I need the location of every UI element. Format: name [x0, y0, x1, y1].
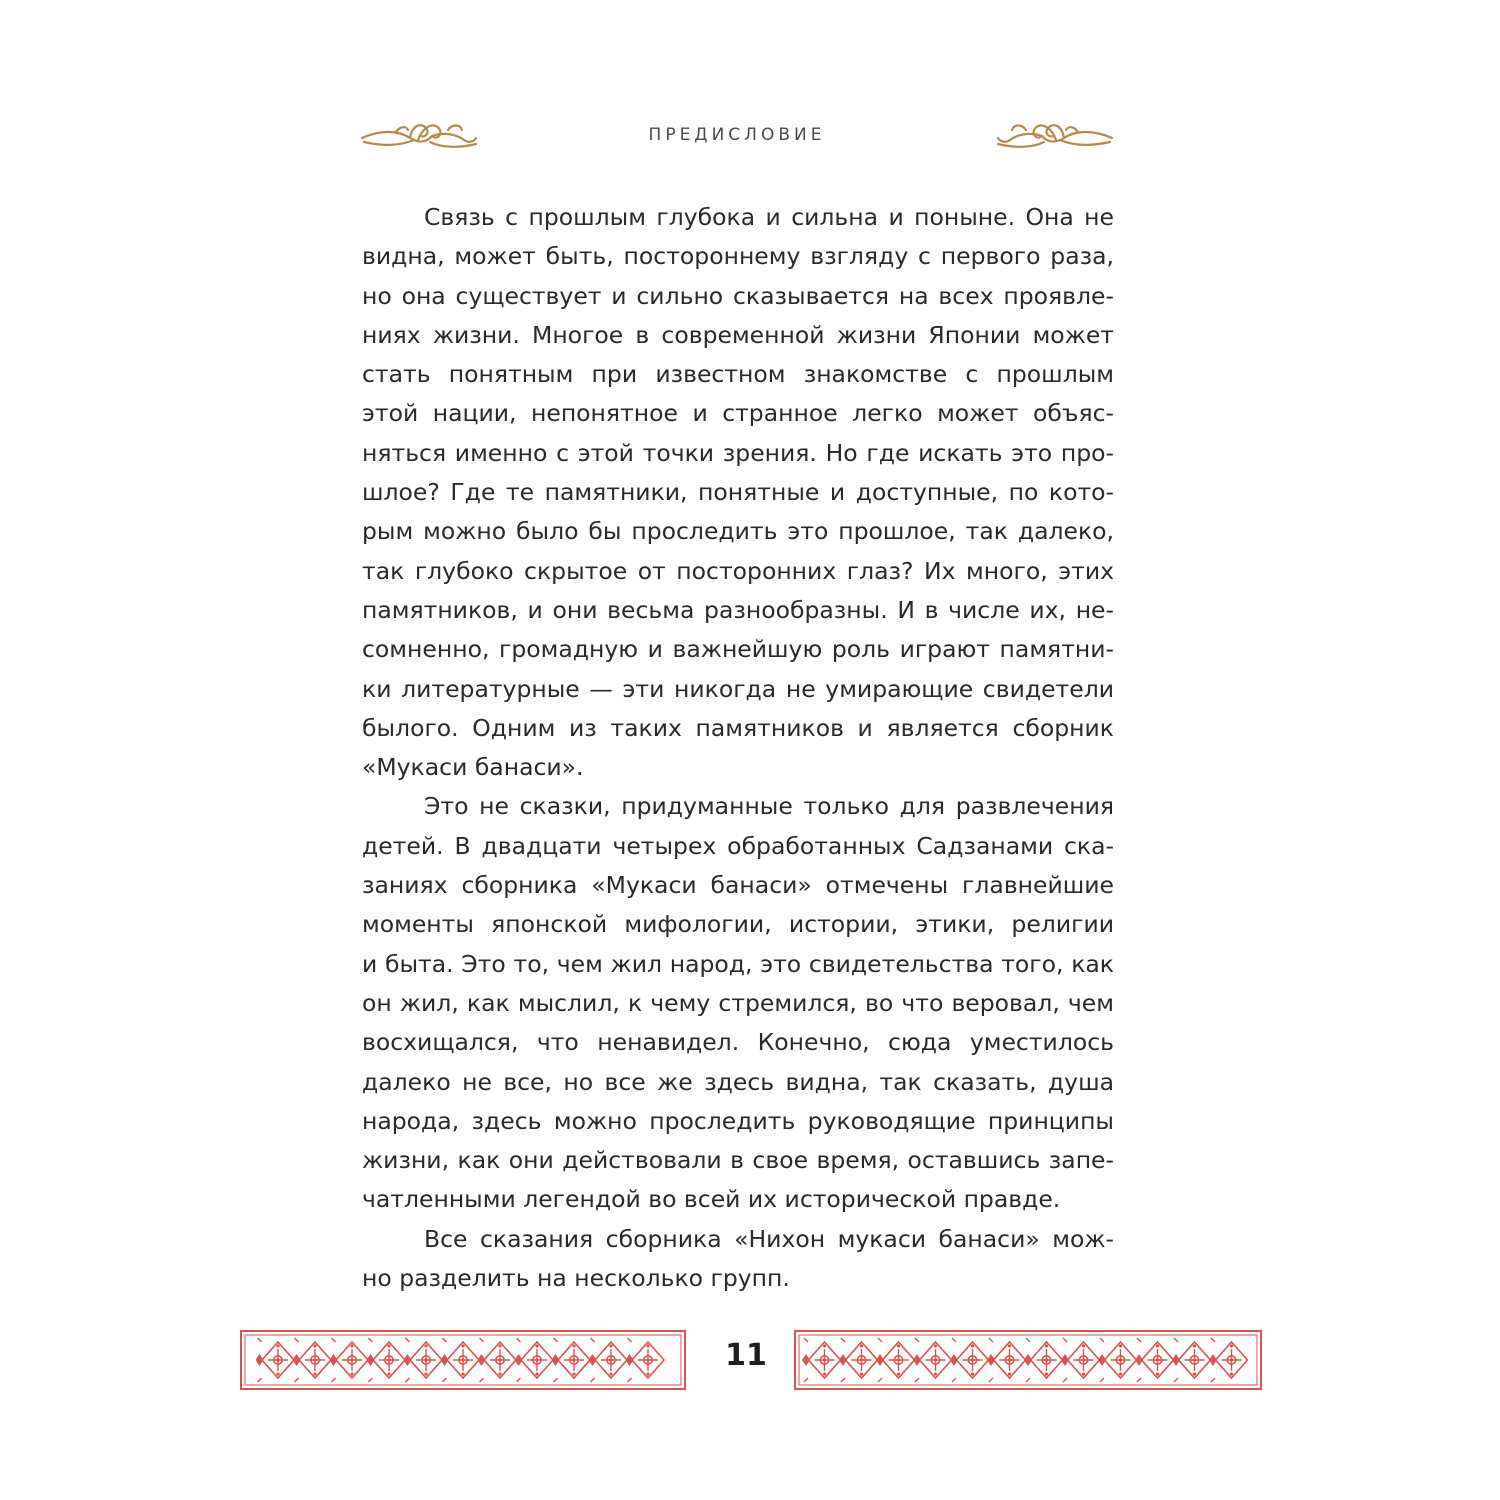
text-line: далеко не все, но все же здесь видна, так сказать, душа [362, 1067, 1114, 1096]
text-line: памятников, и они весьма разнообразны. И в числе их, не- [362, 595, 1114, 624]
paragraph [362, 1220, 1114, 1299]
text-line: ниях жизни. Многое в современной жизни Японии может [362, 320, 1114, 349]
body-text [362, 198, 1114, 1298]
text-line: былого. Одним из таких памятников и является сборник [362, 713, 1114, 742]
text-line: и быта. Это то, чем жил народ, это свидетельства того, как [362, 949, 1114, 978]
text-line: детей. В двадцати четырех обработанных Садзанами ска- [362, 831, 1114, 860]
text-line: моменты японской мифологии, истории, этики, религии [362, 910, 1114, 939]
text-line: заниях сборника «Мукаси банаси» отмечены главнейшие [362, 871, 1114, 900]
text-line: но разделить на несколько групп. [362, 1264, 790, 1293]
text-line: видна, может быть, постороннему взгляду с первого раза, [362, 242, 1114, 271]
text-line: народа, здесь можно проследить руководящие принципы [362, 1106, 1114, 1135]
text-line: «Мукаси банаси». [362, 753, 584, 782]
text-line: чатленными легендой во всей их исторической правде. [362, 1185, 1061, 1214]
text-line: ки литературные — эти никогда не умирающие свидетели [362, 674, 1114, 703]
gold-ornament-right-icon [996, 116, 1114, 154]
page-footer [240, 1330, 1262, 1390]
red-ornamental-border-left-icon [240, 1330, 686, 1390]
paragraph [362, 198, 1114, 787]
text-line: этой нации, непонятное и странное легко может объяс- [362, 399, 1114, 428]
text-line: но она существует и сильно сказывается на всех проявле- [362, 281, 1114, 310]
text-line: рым можно было бы проследить это прошлое, так далеко, [362, 517, 1114, 546]
page-header [360, 112, 1114, 160]
text-line: он жил, как мыслил, к чему стремился, во что веровал, чем [362, 988, 1114, 1017]
text-line: восхищался, что ненавидел. Конечно, сюда уместилось [362, 1028, 1114, 1057]
paragraph [362, 787, 1114, 1219]
running-head-title: ПРЕДИСЛОВИЕ [648, 125, 826, 145]
text-line: стать понятным при известном знакомстве с прошлым [362, 360, 1114, 389]
text-line: шлое? Где те памятники, понятные и доступные, по кото- [362, 478, 1114, 507]
text-line: Связь с прошлым глубока и сильна и поныне. Она не [424, 203, 1114, 231]
red-ornamental-border-right-icon [794, 1330, 1262, 1390]
page-number: 11 [725, 1338, 767, 1373]
text-line: жизни, как они действовали в свое время, оставшись запе- [362, 1146, 1114, 1175]
text-line: Это не сказки, придуманные только для развлечения [424, 792, 1114, 821]
text-line: сомненно, громадную и важнейшую роль играют памятни- [362, 635, 1114, 664]
text-line: так глубоко скрытое от посторонних глаз? Их много, этих [362, 556, 1114, 585]
text-line: няться именно с этой точки зрения. Но где искать это про- [362, 438, 1114, 467]
text-line: Все сказания сборника «Нихон мукаси банаси» мож- [424, 1224, 1114, 1253]
